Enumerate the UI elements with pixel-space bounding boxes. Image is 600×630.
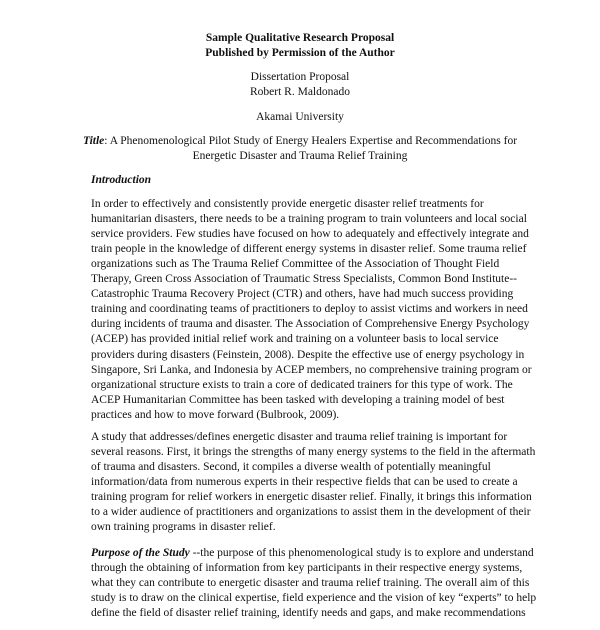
text-line: during incidents of trauma and disaster. The Association of Comprehensive Energy Psychology xyxy=(91,318,530,331)
introduction-heading: Introduction xyxy=(91,174,152,186)
text-line: organizations such as The Trauma Relief Committee of the Association of Thought Field xyxy=(91,258,500,271)
text-line: In order to effectively and consistently provide energetic disaster relief treatments for xyxy=(91,198,484,210)
text-line: A study that addresses/defines energetic disaster and trauma relief training is important for xyxy=(91,431,508,443)
study-title-line-2: Energetic Disaster and Trauma Relief Training xyxy=(192,150,408,162)
text-line: providers during disasters (Feinstein, 2008). Despite the effective use of energy psychology in xyxy=(91,348,525,361)
purpose-first-line xyxy=(91,546,534,561)
text-line: (ACEP) has provided initial relief work and training on a volunteer basis to local service xyxy=(91,333,499,346)
text-line: what they can contribute to energetic disaster and trauma relief training. The overall aim of this xyxy=(91,577,530,590)
text-line: Catastrophic Trauma Recovery Project (CTR) and others, have had much success providing xyxy=(91,288,514,301)
doc-type: Dissertation Proposal xyxy=(250,71,350,83)
doc-title-line-1: Sample Qualitative Research Proposal xyxy=(205,32,395,44)
study-title-line-1 xyxy=(0,134,600,149)
text-line: training and coordinating teams of practitioners to deploy to assist victims and workers in need xyxy=(91,303,528,316)
purpose-heading: Purpose of the Study xyxy=(91,547,190,559)
university-name: Akamai University xyxy=(256,111,344,123)
text-line: study is to draw on the clinical expertise, field experience and the vision of key “experts” to help xyxy=(91,592,537,605)
text-line: Therapy, Green Cross Association of Traumatic Stress Specialists, Common Bond Institute-- xyxy=(91,273,517,286)
text-line: of trauma and disasters. Second, it compiles a diverse wealth of potentially meaningful xyxy=(91,461,491,474)
text-line: ACEP Humanitarian Committee has been tasked with developing a training model of best xyxy=(91,393,505,406)
text-line: own training programs in disaster relief. xyxy=(91,521,276,534)
text-line: information/data from numerous experts in their respective fields that can be used to create a xyxy=(91,476,518,489)
text-line: organizational structure exists to train a core of dedicated trainers for this type of work. The xyxy=(91,378,513,391)
text-line: several reasons. First, it brings the strengths of many energy systems to the field in the aftermath xyxy=(91,446,536,459)
text-line: training program for relief workers in energetic disaster relief. Finally, it brings this information xyxy=(91,491,532,504)
text-line: through the obtaining of information from key participants in their respective energy systems, xyxy=(91,562,523,574)
study-title-label: Title xyxy=(82,135,105,147)
doc-title-line-2: Published by Permission of the Author xyxy=(205,47,395,59)
study-title-text: : A Phenomenological Pilot Study of Energy Healers Expertise and Recommendations for xyxy=(104,135,518,147)
text-line: to a wider audience of practitioners and organizations to assist them in the development of their xyxy=(91,506,531,519)
text-line: define the field of disaster relief training, identify needs and gaps, and make recommendations xyxy=(91,607,526,620)
text-line: humanitarian disasters, there needs to be a training program to train volunteers and local social xyxy=(91,213,527,226)
purpose-first-line-text: --the purpose of this phenomenological study is to explore and understand xyxy=(189,547,534,559)
text-line: Singapore, Sri Lanka, and Indonesia by ACEP members, no comprehensive training program or xyxy=(91,363,532,376)
author-name: Robert R. Maldonado xyxy=(250,86,350,98)
text-line: train people in the knowledge of different energy systems in disaster relief. Some trauma relief xyxy=(91,243,527,256)
text-line: service providers. Few studies have focused on how to adequately and effectively integrate and xyxy=(91,228,529,241)
text-line: practices and how to move forward (Bulbrook, 2009). xyxy=(91,408,340,421)
